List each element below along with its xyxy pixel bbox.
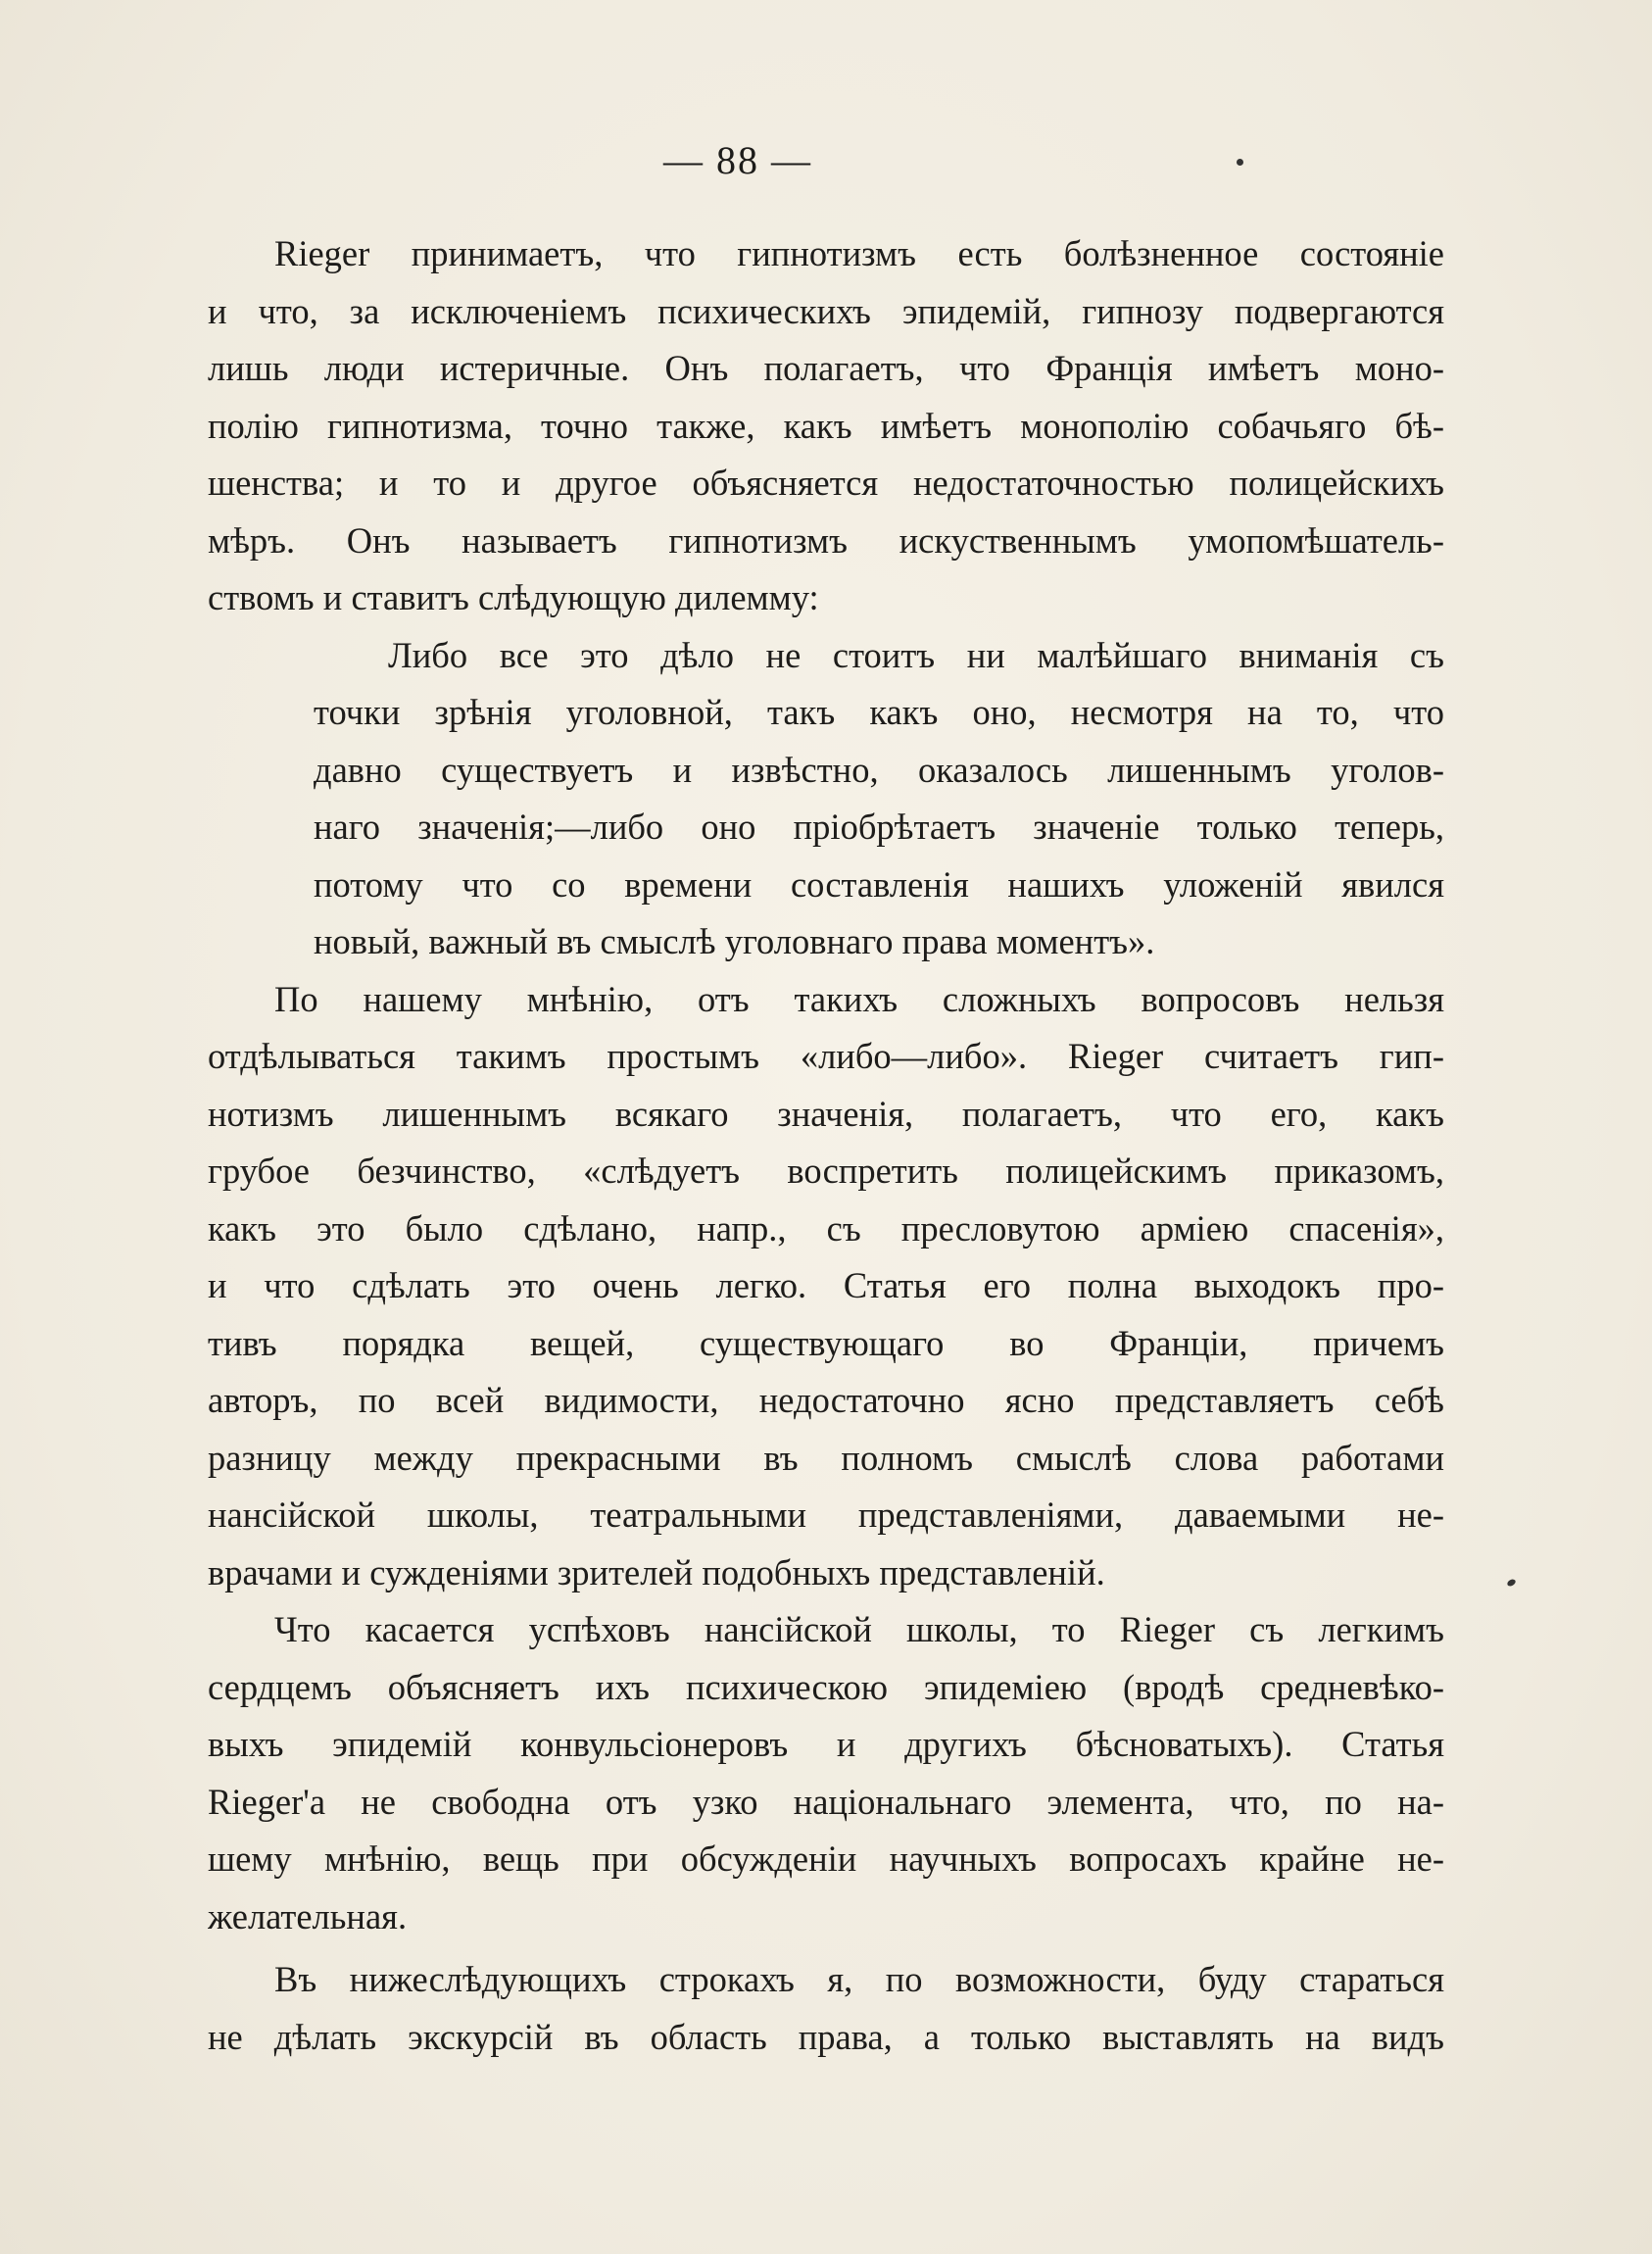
block-quote <box>208 627 1444 971</box>
paragraph-5 <box>208 1951 1444 2066</box>
text-line: ствомъ и ставитъ слѣдующую дилемму: <box>208 577 819 617</box>
text-line: Rieger'а не свободна отъ узко національнаго элемента, что, по на- <box>208 1781 1444 1822</box>
text-line: и что сдѣлать это очень легко. Статья его полна выходокъ про- <box>208 1265 1444 1305</box>
text-line: Либо все это дѣло не стоитъ ни малѣйшаго вниманія съ <box>388 634 1444 675</box>
text-line: лишь люди истеричные. Онъ полагаетъ, что Франція имѣетъ моно- <box>208 348 1444 388</box>
text-line: выхъ эпидемій конвульсіонеровъ и другихъ бѣсноватыхъ). Статья <box>208 1724 1444 1764</box>
text-line: разницу между прекрасными въ полномъ смыслѣ слова работами <box>208 1437 1444 1478</box>
text-line: новый, важный въ смыслѣ уголовнаго права моментъ». <box>314 921 1155 961</box>
text-line: отдѣлываться такимъ простымъ «либо—либо». Rieger считаетъ гип- <box>208 1036 1444 1076</box>
text-line: сердцемъ объясняетъ ихъ психическою эпидеміею (вродѣ средневѣко- <box>208 1666 1444 1707</box>
text-line: наго значенія;—либо оно пріобрѣтаетъ значеніе только теперь, <box>314 807 1444 847</box>
text-line: шенства; и то и другое объясняется недостаточностью полицейскихъ <box>208 463 1444 503</box>
text-line: грубое безчинство, «слѣдуетъ воспретить полицейскимъ приказомъ, <box>208 1151 1444 1191</box>
text-line: мѣръ. Онъ называетъ гипнотизмъ искуственнымъ умопомѣшатель- <box>208 519 1444 561</box>
text-line: врачами и сужденіями зрителей подобныхъ представленій. <box>208 1551 1105 1592</box>
text-line: желательная. <box>208 1895 408 1936</box>
text-line: точки зрѣнія уголовной, такъ какъ оно, несмотря на то, что <box>314 692 1444 732</box>
text-line: полію гипнотизма, точно также, какъ имѣетъ монополію собачьяго бѣ- <box>208 405 1444 446</box>
ink-speck <box>1237 159 1243 166</box>
text-line: какъ это было сдѣлано, напр., съ пресловутою арміею спасенія», <box>208 1207 1444 1249</box>
text-line: нотизмъ лишеннымъ всякаго значенія, полагаетъ, что его, какъ <box>208 1093 1444 1134</box>
text-line: давно существуетъ и извѣстно, оказалось лишеннымъ уголов- <box>314 749 1444 790</box>
text-line: нансійской школы, театральными представленіями, даваемыми не- <box>208 1494 1444 1535</box>
text-line: Что касается успѣховъ нансійской школы, то Rieger съ легкимъ <box>274 1609 1444 1649</box>
ink-speck <box>1506 1578 1517 1588</box>
paragraph-4 <box>208 1601 1444 1945</box>
text-line: Rieger принимаетъ, что гипнотизмъ есть болѣзненное состояніе <box>274 233 1444 273</box>
text-line: не дѣлать экскурсій въ область права, а только выставлять на видъ <box>208 2016 1444 2057</box>
page-number: — 88 — <box>663 138 812 182</box>
text-line: авторъ, по всей видимости, недостаточно ясно представляетъ себѣ <box>208 1380 1444 1420</box>
text-line: Въ нижеслѣдующихъ строкахъ я, по возможности, буду стараться <box>274 1959 1444 1999</box>
text-line: шему мнѣнію, вещь при обсужденіи научныхъ вопросахъ крайне не- <box>208 1838 1444 1879</box>
text-line: тивъ порядка вещей, существующаго во Франціи, причемъ <box>208 1322 1444 1363</box>
paragraph-1 <box>208 225 1444 627</box>
text-line: и что, за исключеніемъ психическихъ эпидемій, гипнозу подвергаются <box>208 290 1444 331</box>
text-line: По нашему мнѣнію, отъ такихъ сложныхъ вопросовъ нельзя <box>274 978 1444 1019</box>
text-line: потому что со времени составленія нашихъ уложеній явился <box>314 863 1444 905</box>
body-text <box>208 225 1444 2066</box>
paragraph-3 <box>208 971 1444 1602</box>
